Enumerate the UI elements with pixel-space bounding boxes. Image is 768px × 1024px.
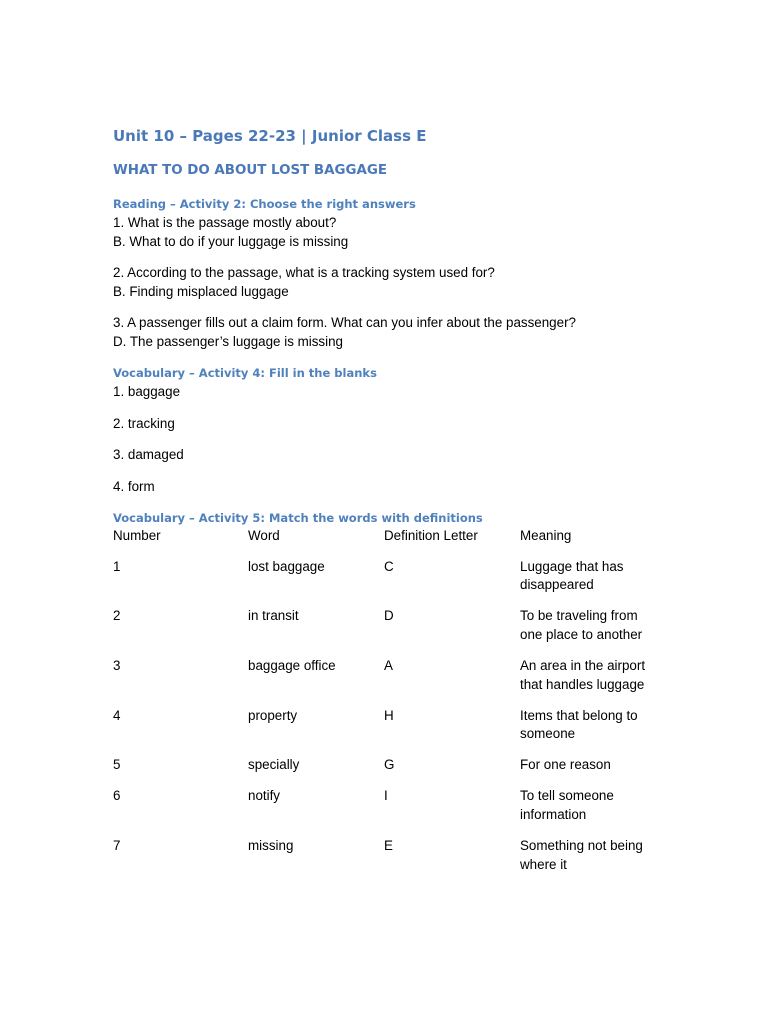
list-item: 2. tracking bbox=[113, 415, 175, 431]
table-row bbox=[113, 607, 660, 657]
table-cell: C bbox=[384, 558, 394, 574]
reading-heading: Reading – Activity 2: Choose the right answers bbox=[113, 197, 416, 211]
match-table bbox=[113, 527, 660, 887]
answer-text: D. The passenger’s luggage is missing bbox=[113, 334, 344, 349]
question-2 bbox=[113, 263, 673, 301]
table-cell: 7 bbox=[113, 838, 121, 854]
table-cell: To be traveling from one place to another bbox=[520, 608, 643, 642]
table-cell: Luggage that has disappeared bbox=[520, 558, 624, 593]
table-cell: I bbox=[384, 788, 388, 804]
vocab-activity-5-heading: Vocabulary – Activity 5: Match the words with definitions bbox=[113, 510, 483, 525]
fill-blanks-list bbox=[113, 382, 673, 496]
table-cell: 2 bbox=[113, 608, 121, 624]
table-cell: Something not being where it bbox=[520, 838, 643, 872]
table-cell: G bbox=[384, 757, 395, 773]
list-item: 4. form bbox=[113, 478, 155, 494]
table-cell: property bbox=[248, 707, 298, 723]
table-row bbox=[113, 837, 660, 887]
table-cell: D bbox=[384, 608, 394, 624]
vocab-activity-4-heading: Vocabulary – Activity 4: Fill in the blanks bbox=[113, 366, 377, 380]
table-header-row bbox=[113, 527, 660, 558]
answer-text: B. Finding misplaced luggage bbox=[113, 284, 289, 299]
table-cell: Items that belong to someone bbox=[520, 707, 638, 742]
table-cell: 4 bbox=[113, 707, 121, 723]
table-row bbox=[113, 657, 660, 707]
table-cell: 5 bbox=[113, 757, 121, 773]
table-cell: specially bbox=[248, 757, 300, 773]
question-1 bbox=[113, 213, 673, 251]
table-cell: A bbox=[384, 657, 393, 673]
table-cell: baggage office bbox=[248, 657, 336, 673]
column-header: Meaning bbox=[520, 527, 572, 543]
column-header: Word bbox=[248, 527, 280, 543]
table-cell: 6 bbox=[113, 788, 121, 804]
page-subtitle: WHAT TO DO ABOUT LOST BAGGAGE bbox=[113, 163, 387, 178]
table-row bbox=[113, 756, 660, 787]
table-cell: missing bbox=[248, 838, 294, 854]
vocab-activity-4-section bbox=[113, 365, 673, 496]
table-cell: For one reason bbox=[520, 757, 611, 773]
question-text: 2. According to the passage, what is a tracking system used for? bbox=[113, 265, 495, 280]
table-row bbox=[113, 787, 660, 837]
table-cell: An area in the airport that handles luggage bbox=[520, 657, 646, 692]
table-row bbox=[113, 707, 660, 757]
table-cell: lost baggage bbox=[248, 558, 325, 574]
document-page bbox=[113, 124, 673, 887]
vocab-activity-5-section bbox=[113, 510, 673, 887]
question-text: 3. A passenger fills out a claim form. What can you infer about the passenger? bbox=[113, 315, 576, 330]
list-item: 1. baggage bbox=[113, 384, 181, 399]
question-3 bbox=[113, 313, 673, 351]
answer-text: B. What to do if your luggage is missing bbox=[113, 234, 349, 249]
table-cell: notify bbox=[248, 788, 281, 804]
table-cell: in transit bbox=[248, 608, 299, 624]
question-text: 1. What is the passage mostly about? bbox=[113, 215, 337, 230]
table-cell: H bbox=[384, 707, 394, 723]
list-item: 3. damaged bbox=[113, 447, 184, 462]
page-title: Unit 10 – Pages 22-23 | Junior Class E bbox=[113, 127, 427, 145]
table-cell: E bbox=[384, 838, 393, 854]
table-row bbox=[113, 558, 660, 608]
table-cell: To tell someone information bbox=[520, 788, 614, 823]
column-header: Definition Letter bbox=[384, 527, 478, 543]
table-cell: 1 bbox=[113, 558, 121, 574]
column-header: Number bbox=[113, 527, 161, 543]
table-cell: 3 bbox=[113, 657, 121, 673]
reading-section bbox=[113, 196, 673, 351]
